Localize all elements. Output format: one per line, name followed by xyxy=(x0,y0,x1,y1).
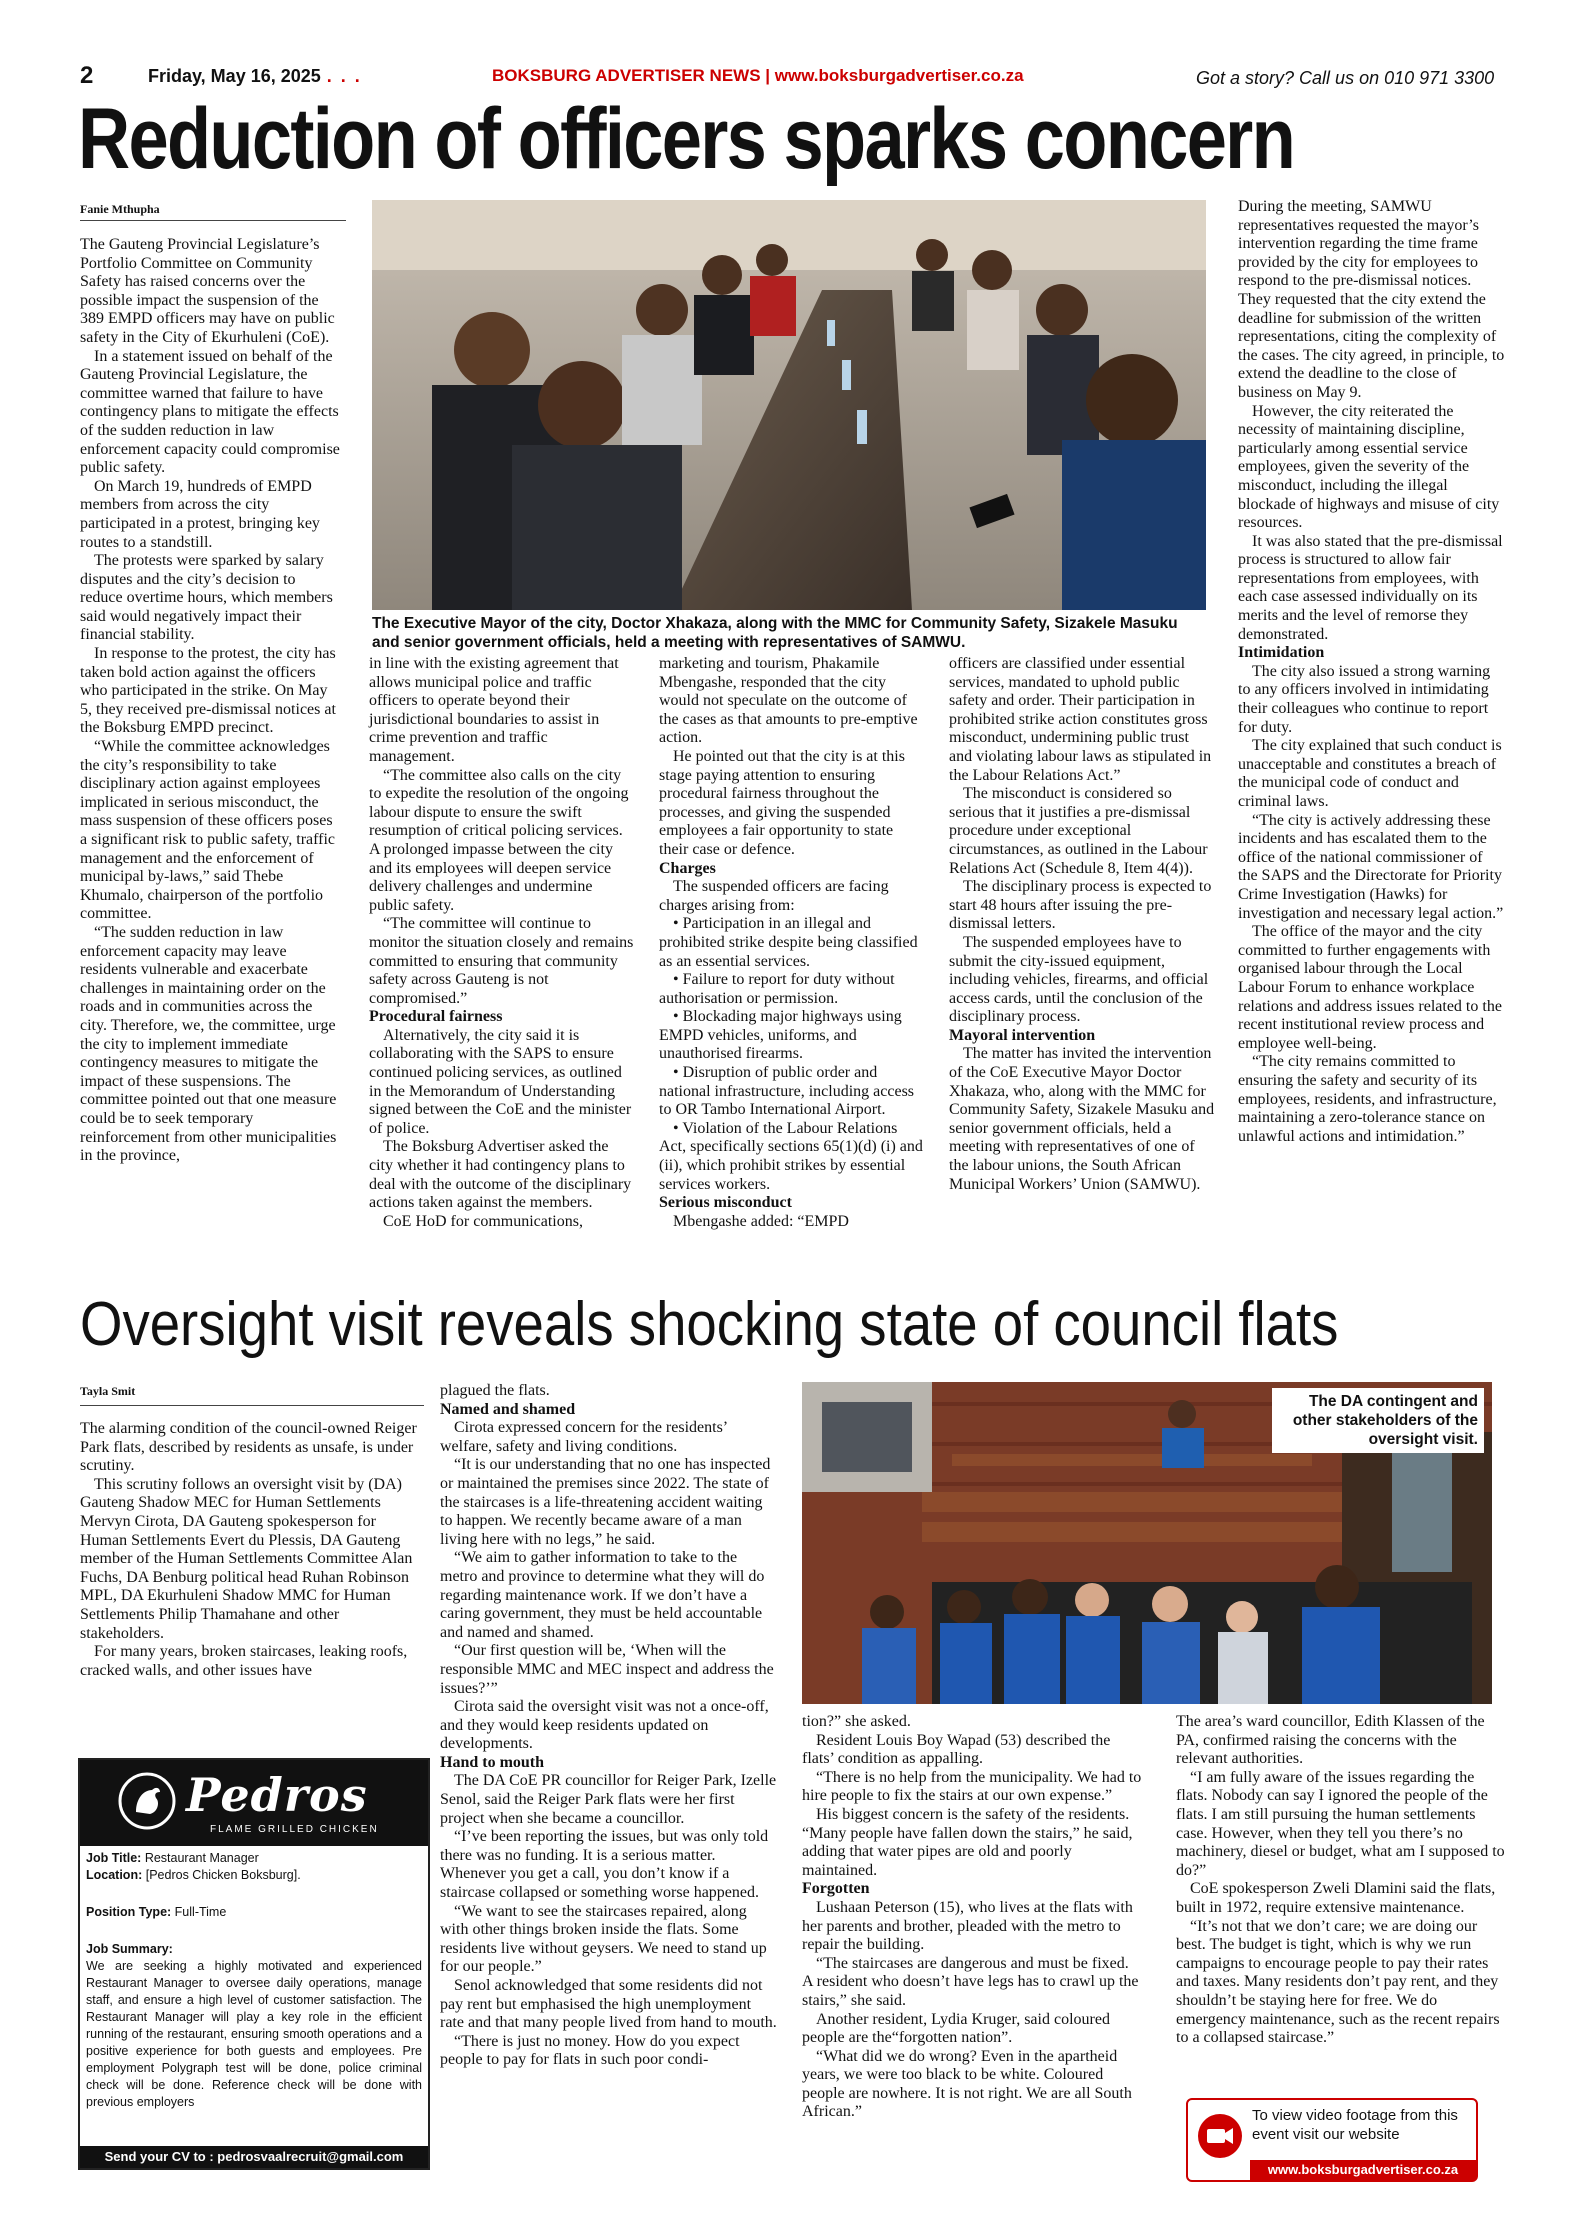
paragraph: The area’s ward councillor, Edith Klassen of the PA, confirmed raising the concerns with the relevant authorities. xyxy=(1176,1713,1485,1768)
masthead: BOKSBURG ADVERTISER NEWS | www.boksburgadvertiser.co.za xyxy=(492,66,1024,85)
article2-headline: Oversight visit reveals shocking state of council flats xyxy=(80,1290,1339,1359)
paragraph: In a statement issued on behalf of the Gauteng Provincial Legislature, the committee warned that failure to have contingency plans to mitigate the effects of the sudden reduction in law enforcement capacity could compromise public safety. xyxy=(80,347,340,477)
paragraph: Alternatively, the city said it is collaborating with the SAPS to ensure continued policing services, as outlined in the Memorandum of Understanding signed between the CoE and the minister of police. xyxy=(369,1026,632,1137)
article1-column-1 xyxy=(80,236,342,1166)
ad-header xyxy=(80,1760,428,1846)
ad-footer: Send your CV to : pedrosvaalrecruit@gmail.com xyxy=(80,2146,428,2168)
paragraph: This scrutiny follows an oversight visit by (DA) Gauteng Shadow MEC for Human Settlements Mervyn Cirota, DA Gauteng spokesperson for Human Settlements Evert du Plessis, DA Gauteng member of the Human Settlements Committee Alan Fuchs, DA Benburg political head Ruhan Robinson MPL, DA Ekurhuleni Shadow MMC for Human Settlements Philip Thamahane and other stakeholders. xyxy=(80,1475,413,1642)
paragraph: “We aim to gather information to take to the metro and province to determine what they will do regarding maintenance work. If we don’t have a caring government, they must be held accountable and named and shamed. xyxy=(440,1549,765,1641)
byline-rule xyxy=(80,220,346,221)
rooster-icon xyxy=(118,1772,176,1830)
subheading: Forgotten xyxy=(802,1880,870,1898)
paragraph: The disciplinary process is expected to start 48 hours after issuing the pre-dismissal letters. xyxy=(949,878,1212,933)
paragraph: “The staircases are dangerous and must be fixed. A resident who doesn’t have legs has to crawl up the stairs,” she said. xyxy=(802,1954,1139,2009)
flats-photo-caption: The DA contingent and other stakeholders of the oversight visit. xyxy=(1272,1388,1484,1453)
article1-column-3 xyxy=(659,655,925,1231)
pedros-job-ad xyxy=(78,1758,430,2170)
paragraph: The suspended officers are facing charges arising from: xyxy=(659,878,889,914)
ad-body xyxy=(80,1846,428,2115)
paragraph: plagued the flats. xyxy=(440,1382,550,1399)
summary-label: Job Summary: xyxy=(86,1942,173,1956)
page-number: 2 xyxy=(80,62,94,89)
ad-brand: Pedros xyxy=(186,1768,368,1822)
paragraph: The matter has invited the intervention of the CoE Executive Mayor Doctor Xhakaza, who, along with the MMC for Community Safety, Sizakele Masuku and senior government officials, held a meeting with representatives of one of the labour unions, the South African Municipal Workers’ Union (SAMWU). xyxy=(949,1045,1215,1193)
paragraph: “The city remains committed to ensuring the safety and security of its employees, residents, and infrastructure, maintaining a zero-tolerance stance on unlawful actions and intimidation.” xyxy=(1238,1053,1497,1145)
story-tipline: Got a story? Call us on 010 971 3300 xyxy=(1196,68,1495,88)
paragraph: “It’s not that we don’t care; we are doing our best. The budget is tight, which is why we run campaigns to encourage people to pay their rates and taxes. Many residents don’t pay rent, and they shouldn’t be staying here for free. We do emergency maintenance, such as the recent repairs to a collapsed staircase.” xyxy=(1176,1917,1500,2047)
article1-headline: Reduction of officers sparks concern xyxy=(78,91,1295,187)
paragraph: “There is just no money. How do you expect people to pay for flats in such poor condi- xyxy=(440,2032,740,2069)
subheading: Hand to mouth xyxy=(440,1753,545,1771)
paragraph: Another resident, Lydia Kruger, said coloured people are the“forgotten nation”. xyxy=(802,2010,1110,2047)
article1-byline: Fanie Mthupha xyxy=(80,202,160,216)
issue-date: Friday, May 16, 2025 . . . xyxy=(148,66,362,86)
paragraph: On March 19, hundreds of EMPD members from across the city participated in a protest, bringing key routes to a standstill. xyxy=(80,477,320,551)
paragraph: His biggest concern is the safety of the residents. “Many people have fallen down the stairs,” he said, adding that water pipes are old and poorly maintained. xyxy=(802,1805,1133,1879)
article1-column-5 xyxy=(1238,198,1506,1146)
subheading: Serious misconduct xyxy=(659,1194,792,1212)
paragraph: The Gauteng Provincial Legislature’s Portfolio Committee on Community Safety has raised concerns over the possible impact the suspension of the 389 EMPD officers may have on public safety in the City of Ekurhuleni (CoE). xyxy=(80,236,335,346)
paragraph: “I am fully aware of the issues regarding the flats. Nobody can say I ignored the people of the flats. I am still pursuing the human settlements case. However, when they tell you there’s no machinery, diesel or budget, what am I supposed to do?” xyxy=(1176,1768,1505,1879)
paragraph: Resident Louis Boy Wapad (53) described the flats’ condition as appalling. xyxy=(802,1731,1111,1768)
paragraph: The city explained that such conduct is unacceptable and constitutes a breach of the municipal code of conduct and criminal laws. xyxy=(1238,737,1502,810)
paragraph: • Violation of the Labour Relations Act, specifically sections 65(1)(d) (i) and (ii), which prohibit strikes by essential services workers. xyxy=(659,1119,923,1193)
paragraph: CoE HoD for communications, xyxy=(383,1212,583,1230)
paragraph: Cirota said the oversight visit was not a once-off, and they would keep residents updated on developments. xyxy=(440,1698,769,1753)
location-value: [Pedros Chicken Boksburg]. xyxy=(145,1868,301,1882)
article1-column-4 xyxy=(949,655,1215,1194)
subheading: Named and shamed xyxy=(440,1400,576,1418)
job-title-value: Restaurant Manager xyxy=(144,1851,259,1865)
paragraph: • Failure to report for duty without authorisation or permission. xyxy=(659,971,895,1007)
video-camera-icon xyxy=(1198,2114,1242,2158)
paragraph: The alarming condition of the council-owned Reiger Park flats, described by residents as unsafe, is under scrutiny. xyxy=(80,1420,417,1475)
paragraph: The Boksburg Advertiser asked the city whether it had contingency plans to deal with the outcome of the disciplinary actions taken against the members. xyxy=(369,1138,632,1212)
paragraph: The protests were sparked by salary disputes and the city’s decision to reduce overtime hours, which members said would negatively impact their financial stability. xyxy=(80,552,333,644)
paragraph: “I’ve been reporting the issues, but was only told there was no funding. It is a serious matter. Whenever you get a call, you don’t know if a staircase collapsed or something worse happened. xyxy=(440,1828,769,1902)
issue-date-text: Friday, May 16, 2025 xyxy=(148,66,321,86)
paragraph: However, the city reiterated the necessity of maintaining discipline, particularly among essential service employees, given the severity of the misconduct, including the illegal blockade of highways and misuse of city resources. xyxy=(1238,402,1500,532)
article2-column-3 xyxy=(802,1713,1142,2122)
paragraph: “While the committee acknowledges the city’s responsibility to take disciplinary action against employees implicated in serious misconduct, the mass suspension of these officers poses a significant risk to public safety, traffic management and the enforcement of municipal by-laws,” said Thebe Khumalo, chairperson of the portfolio committee. xyxy=(80,738,336,923)
paragraph: “The committee will continue to monitor the situation closely and remains committed to ensuring that community safety across Gauteng is not compromised.” xyxy=(369,915,634,1007)
job-title-label: Job Title: xyxy=(86,1851,142,1865)
paragraph: in line with the existing agreement that allows municipal police and traffic officers to operate beyond their jurisdictional boundaries to assist in crime prevention and traffic management. xyxy=(369,655,619,765)
paragraph: “Our first question will be, ‘When will the responsible MMC and MEC inspect and address the issues?’” xyxy=(440,1642,774,1697)
paragraph: “The city is actively addressing these incidents and has escalated them to the office of the national commissioner of the SAPS and the Directorate for Priority Crime Investigation (Hawks) for investigation and necessary legal action.” xyxy=(1238,811,1504,922)
article2-column-4 xyxy=(1176,1713,1506,2048)
meeting-photo xyxy=(372,200,1206,610)
paragraph: He pointed out that the city is at this stage paying attention to ensuring procedural fairness throughout the processes, and giving the suspended employees a fair opportunity to state their case or defence. xyxy=(659,747,905,858)
photo-caption: The Executive Mayor of the city, Doctor Xhakaza, along with the MMC for Community Safety, Sizakele Masuku and senior government officials, held a meeting with representatives of SAMWU. xyxy=(372,615,1178,651)
paragraph: During the meeting, SAMWU representatives requested the mayor’s intervention regarding the time frame provided by the city for employees to respond to the pre-dismissal notices. They requested that the city extend the deadline for submission of the written representations, citing the complexity of the cases. The city agreed, in principle, to extend the deadline to the close of business on May 9. xyxy=(1238,198,1505,401)
paragraph: “The committee also calls on the city to expedite the resolution of the ongoing labour dispute to ensure the swift resumption of critical policing services. A prolonged impasse between the city and its employees will deepen service delivery challenges and undermine public safety. xyxy=(369,766,629,914)
paragraph: The suspended employees have to submit the city-issued equipment, including vehicles, firearms, and official access cards, until the conclusion of the disciplinary process. xyxy=(949,933,1209,1026)
article2-column-2 xyxy=(440,1382,778,2070)
video-footage-text: To view video footage from this event visit our website xyxy=(1252,2107,1458,2143)
paragraph: The office of the mayor and the city committed to further engagements with organised labour through the Local Labour Forum to enhance workplace relations and address issues related to the recent institutional review process and employee well-being. xyxy=(1238,923,1502,1052)
paragraph: “The sudden reduction in law enforcement capacity may leave residents vulnerable and exacerbate challenges in maintaining order on the roads and in communities across the city. Therefore, we, the committee, urge the city to implement immediate contingency measures to mitigate the impact of these suspensions. The committee pointed out that one measure could be to seek temporary reinforcement from other municipalities in the province, xyxy=(80,923,337,1165)
paragraph: Lushaan Peterson (15), who lives at the flats with her parents and brother, pleaded with the metro to repair the building. xyxy=(802,1898,1133,1954)
paragraph: For many years, broken staircases, leaking roofs, cracked walls, and other issues have xyxy=(80,1643,408,1679)
paragraph: “What did we do wrong? Even in the apartheid years, we were too black to be white. Coloured people are nowhere. It is not right. We are all South African.” xyxy=(802,2047,1132,2121)
video-footage-url[interactable]: www.boksburgadvertiser.co.za xyxy=(1250,2160,1476,2180)
paragraph: Mbengashe added: “EMPD xyxy=(673,1212,849,1230)
paragraph: The misconduct is considered so serious that it justifies a pre-dismissal procedure under exceptional circumstances, as outlined in the Labour Relations Act (Schedule 8, Item 4(4)). xyxy=(949,785,1208,877)
paragraph: • Disruption of public order and national infrastructure, including access to OR Tambo International Airport. xyxy=(659,1064,915,1119)
ad-tagline: FLAME GRILLED CHICKEN xyxy=(210,1824,379,1835)
paragraph: In response to the protest, the city has taken bold action against the officers who participated in the strike. On May 5, they received pre-dismissal notices at the Boksburg EMPD precinct. xyxy=(80,645,336,737)
paragraph: officers are classified under essential services, mandated to uphold public safety and order. Their participation in prohibited strike action constitutes gross misconduct, undermining public trust and violating labour laws as stipulated in the Labour Relations Act.” xyxy=(949,655,1212,784)
paragraph: Senol acknowledged that some residents did not pay rent but emphasised the high unemployment rate and that many people lived from hand to mouth. xyxy=(440,1977,777,2032)
article1-column-2 xyxy=(369,655,635,1231)
paragraph: “There is no help from the municipality. We had to hire people to fix the stairs at our own expense.” xyxy=(802,1768,1142,1805)
video-footage-box[interactable] xyxy=(1186,2098,1478,2182)
paragraph: marketing and tourism, Phakamile Mbengashe, responded that the city would not speculate on the outcome of the cases as that amounts to pre-emptive action. xyxy=(659,655,918,747)
subheading: Procedural fairness xyxy=(369,1008,503,1026)
paragraph: Cirota expressed concern for the residents’ welfare, safety and living conditions. xyxy=(440,1419,727,1455)
paragraph: tion?” she asked. xyxy=(802,1713,911,1730)
article2-column-1 xyxy=(80,1420,426,1680)
paragraph: • Blockading major highways using EMPD vehicles, uniforms, and unauthorised firearms. xyxy=(659,1008,902,1063)
location-label: Location: xyxy=(86,1868,143,1882)
subheading: Charges xyxy=(659,859,716,877)
job-summary: We are seeking a highly motivated and experienced Restaurant Manager to oversee daily operations, manage staff, and ensure a high level of customer satisfaction. The Restaurant Manager will play a key role in the efficient running of the restaurant, ensuring smooth operations and a positive experience for both guests and employees. Pre employment Polygraph test will be done, police criminal check will be done. Reference check will be done with previous employers xyxy=(86,1959,422,2109)
subheading: Mayoral intervention xyxy=(949,1026,1096,1044)
paragraph: “It is our understanding that no one has inspected or maintained the premises since 2022. The state of the staircases is a life-threatening accident waiting to happen. We recently became aware of a man living here with no legs,” he said. xyxy=(440,1456,771,1548)
paragraph: It was also stated that the pre-dismissal process is structured to allow fair representations from employees, with each case assessed individually on its merits and the level of remorse they demonstrated. xyxy=(1238,532,1503,643)
subheading: Intimidation xyxy=(1238,644,1325,662)
paragraph: The city also issued a strong warning to any officers involved in intimidating their colleagues who continue to report for duty. xyxy=(1238,662,1491,736)
article2-byline: Tayla Smit xyxy=(80,1384,136,1398)
paragraph: • Participation in an illegal and prohibited strike despite being classified as an essential services. xyxy=(659,915,918,970)
paragraph: The DA CoE PR councillor for Reiger Park, Izelle Senol, said the Reiger Park flats were her first project when she became a councillor. xyxy=(440,1772,777,1827)
paragraph: CoE spokesperson Zweli Dlamini said the flats, built in 1972, require extensive maintenance. xyxy=(1176,1880,1496,1916)
byline-rule-2 xyxy=(80,1405,424,1406)
paragraph: “We want to see the staircases repaired, along with other things broken inside the flats. Some residents live without geysers. We need to stand up for our people.” xyxy=(440,1902,767,1976)
position-label: Position Type: xyxy=(86,1905,172,1919)
flats-photo xyxy=(802,1382,1492,1704)
position-value: Full-Time xyxy=(174,1905,227,1919)
